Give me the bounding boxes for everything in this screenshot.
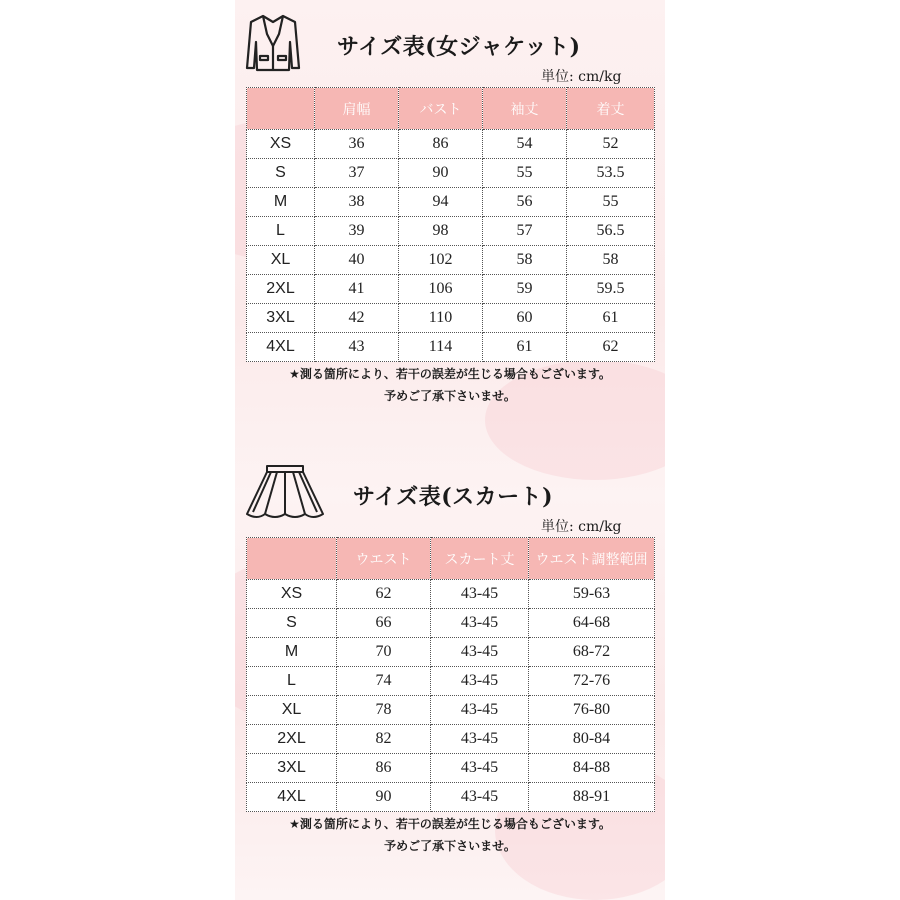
size-label-cell: XL	[247, 696, 337, 725]
size-label-cell: 4XL	[247, 333, 315, 362]
table-cell: 58	[483, 246, 567, 275]
size-label-cell: XS	[247, 130, 315, 159]
table-cell: 72-76	[529, 667, 655, 696]
table-cell: 55	[567, 188, 655, 217]
table-cell: 55	[483, 159, 567, 188]
header-shoulder: 肩幅	[315, 88, 399, 130]
skirt-section	[235, 450, 665, 890]
table-row	[247, 638, 655, 667]
table-cell: 90	[337, 783, 431, 812]
table-cell: 43	[315, 333, 399, 362]
table-cell: 110	[399, 304, 483, 333]
table-cell: 53.5	[567, 159, 655, 188]
size-label-cell: XL	[247, 246, 315, 275]
header-sleeve: 袖丈	[483, 88, 567, 130]
table-cell: 41	[315, 275, 399, 304]
table-cell: 43-45	[431, 783, 529, 812]
size-label-cell: 4XL	[247, 783, 337, 812]
table-header-row	[247, 88, 655, 130]
size-label-cell: L	[247, 217, 315, 246]
size-label-cell: S	[247, 609, 337, 638]
header-length: 着丈	[567, 88, 655, 130]
table-cell: 43-45	[431, 696, 529, 725]
jacket-note-line2: 予めご了承下さいませ。	[384, 389, 516, 403]
table-cell: 62	[337, 580, 431, 609]
table-row	[247, 609, 655, 638]
table-cell: 78	[337, 696, 431, 725]
header-skirt-length: スカート丈	[431, 538, 529, 580]
table-cell: 86	[337, 754, 431, 783]
table-cell: 68-72	[529, 638, 655, 667]
size-label-cell: 2XL	[247, 275, 315, 304]
table-cell: 42	[315, 304, 399, 333]
table-cell: 74	[337, 667, 431, 696]
table-cell: 102	[399, 246, 483, 275]
table-cell: 94	[399, 188, 483, 217]
size-label-cell: S	[247, 159, 315, 188]
skirt-unit-label: 単位: cm/kg	[541, 519, 622, 535]
table-cell: 54	[483, 130, 567, 159]
table-cell: 40	[315, 246, 399, 275]
table-row	[247, 246, 655, 275]
table-row	[247, 725, 655, 754]
size-label-cell: XS	[247, 580, 337, 609]
skirt-icon	[241, 462, 329, 524]
header-cell-empty	[247, 538, 337, 580]
skirt-size-table	[246, 537, 655, 812]
table-cell: 43-45	[431, 638, 529, 667]
table-cell: 76-80	[529, 696, 655, 725]
table-cell: 90	[399, 159, 483, 188]
table-cell: 43-45	[431, 725, 529, 754]
jacket-title: サイズ表(女ジャケット)	[337, 34, 581, 60]
table-cell: 59-63	[529, 580, 655, 609]
size-label-cell: L	[247, 667, 337, 696]
table-cell: 114	[399, 333, 483, 362]
size-label-cell: M	[247, 638, 337, 667]
skirt-title: サイズ表(スカート)	[353, 484, 554, 510]
header-waist-adjust-range: ウエスト調整範囲	[529, 538, 655, 580]
table-cell: 98	[399, 217, 483, 246]
table-header-row	[247, 538, 655, 580]
table-cell: 61	[567, 304, 655, 333]
table-cell: 39	[315, 217, 399, 246]
table-row	[247, 754, 655, 783]
table-cell: 43-45	[431, 754, 529, 783]
table-cell: 57	[483, 217, 567, 246]
table-cell: 36	[315, 130, 399, 159]
header-cell-empty	[247, 88, 315, 130]
table-cell: 106	[399, 275, 483, 304]
size-label-cell: 2XL	[247, 725, 337, 754]
jacket-size-table	[246, 87, 655, 362]
header-waist: ウエスト	[337, 538, 431, 580]
table-cell: 52	[567, 130, 655, 159]
table-cell: 43-45	[431, 609, 529, 638]
table-cell: 59	[483, 275, 567, 304]
table-cell: 61	[483, 333, 567, 362]
table-row	[247, 696, 655, 725]
table-cell: 56.5	[567, 217, 655, 246]
table-cell: 80-84	[529, 725, 655, 754]
size-label-cell: 3XL	[247, 754, 337, 783]
table-cell: 66	[337, 609, 431, 638]
table-cell: 38	[315, 188, 399, 217]
table-cell: 43-45	[431, 667, 529, 696]
skirt-note-line1: ★測る箇所により、若干の誤差が生じる場合もございます。	[289, 817, 611, 831]
skirt-note-line2: 予めご了承下さいませ。	[384, 839, 516, 853]
size-chart-card	[235, 0, 665, 900]
table-cell: 58	[567, 246, 655, 275]
jacket-icon	[245, 12, 301, 74]
size-label-cell: 3XL	[247, 304, 315, 333]
table-row	[247, 159, 655, 188]
table-cell: 56	[483, 188, 567, 217]
table-cell: 86	[399, 130, 483, 159]
header-bust: バスト	[399, 88, 483, 130]
table-cell: 70	[337, 638, 431, 667]
table-cell: 37	[315, 159, 399, 188]
table-cell: 88-91	[529, 783, 655, 812]
table-row	[247, 667, 655, 696]
table-cell: 60	[483, 304, 567, 333]
size-label-cell: M	[247, 188, 315, 217]
table-row	[247, 130, 655, 159]
table-row	[247, 783, 655, 812]
table-cell: 64-68	[529, 609, 655, 638]
table-row	[247, 304, 655, 333]
table-cell: 59.5	[567, 275, 655, 304]
table-row	[247, 333, 655, 362]
table-row	[247, 275, 655, 304]
table-cell: 84-88	[529, 754, 655, 783]
table-cell: 62	[567, 333, 655, 362]
table-cell: 82	[337, 725, 431, 754]
jacket-section	[235, 0, 665, 440]
table-row	[247, 217, 655, 246]
table-row	[247, 188, 655, 217]
table-row	[247, 580, 655, 609]
jacket-note-line1: ★測る箇所により、若干の誤差が生じる場合もございます。	[289, 367, 611, 381]
table-cell: 43-45	[431, 580, 529, 609]
jacket-unit-label: 単位: cm/kg	[541, 69, 622, 85]
